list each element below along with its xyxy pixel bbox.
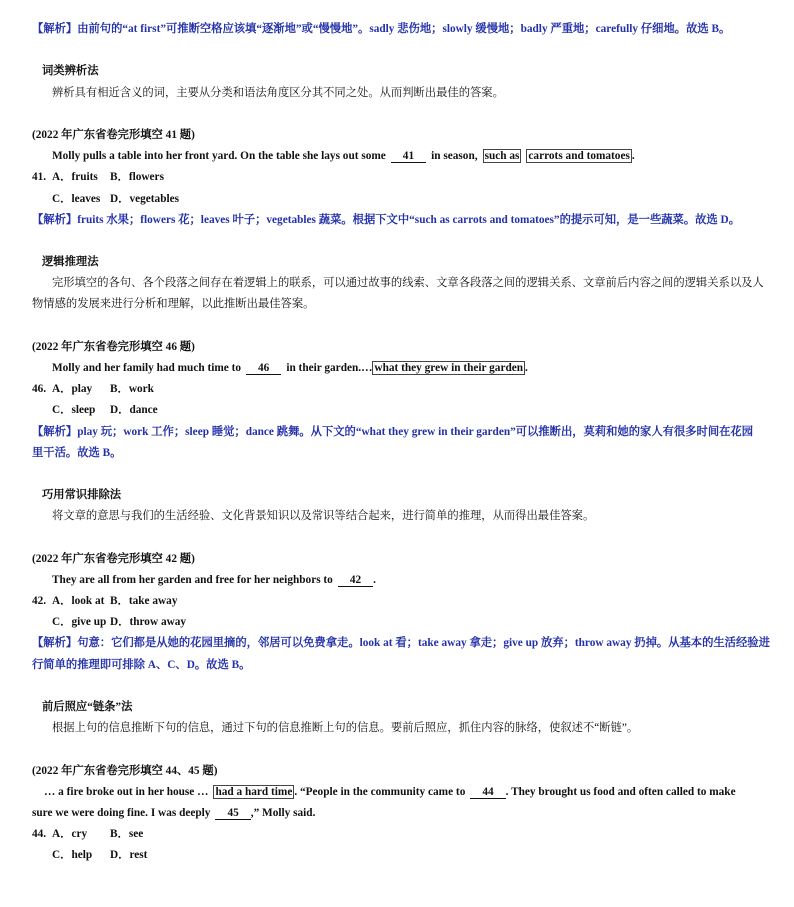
option-a: A．play	[52, 383, 93, 396]
passage-end: .	[631, 150, 635, 163]
passage-text: Molly pulls a table into her front yard. On the table she lays out some	[52, 150, 386, 163]
passage-text: They are all from her garden and free for her neighbors to	[52, 573, 333, 586]
boxed-clue: had a hard time	[215, 785, 293, 798]
option-b: B．take away	[110, 595, 178, 608]
analysis-text: 里干活。故选 B。	[32, 446, 122, 459]
blank-42: 42	[338, 574, 373, 587]
passage-excerpt	[0, 358, 794, 379]
option-c: C．help	[52, 849, 93, 862]
spacer	[0, 231, 794, 252]
option-d: D．rest	[110, 849, 148, 862]
question-source: (2022 年广东省卷完形填空 42 题)	[32, 552, 195, 565]
method-title: 前后照应“链条”法	[42, 701, 133, 713]
passage-excerpt	[0, 803, 794, 824]
options-row	[0, 824, 794, 845]
intro-analysis: 【解析】由前句的“at first”可推断空格应该填“逐渐地”或“慢慢地”。sadly 悲伤地；slowly 缓慢地；badly 严重地；carefully 仔细地。故选 B。	[32, 23, 731, 35]
option-b: B．flowers	[110, 171, 164, 184]
method-description: 根据上句的信息推断下句的信息，通过下句的信息推断上句的信息。要前后照应，抓住内容的脉络，使叙述不“断链”。	[52, 722, 639, 735]
question-number: 41.	[32, 171, 47, 184]
option-b: B．work	[110, 383, 154, 396]
options-row	[0, 189, 794, 210]
boxed-clue: carrots and tomatoes	[528, 150, 630, 163]
question-source: (2022 年广东省卷完形填空 41 题)	[32, 128, 195, 141]
option-d: D．dance	[110, 404, 158, 417]
option-b: B．see	[110, 828, 144, 841]
passage-end: .	[373, 573, 376, 586]
passage-end: .	[525, 362, 528, 374]
option-a: A．fruits	[52, 171, 98, 184]
passage-text: . They brought us food and often called to make	[505, 785, 736, 798]
question-number: 42.	[32, 595, 47, 608]
method-description: 辨析具有相近含义的词，主要从分类和语法角度区分其不同之处。从而判断出最佳的答案。	[52, 86, 504, 99]
option-c: C．give up	[52, 616, 107, 629]
spacer	[0, 40, 794, 61]
spacer	[0, 464, 794, 485]
spacer	[0, 528, 794, 549]
passage-excerpt	[0, 570, 794, 591]
options-row	[0, 379, 794, 400]
spacer	[0, 739, 794, 760]
passage-excerpt	[0, 146, 794, 167]
passage-end: ,” Molly said.	[250, 806, 316, 819]
passage-text: in season,	[431, 150, 478, 163]
analysis-text: 【解析】fruits 水果；flowers 花；leaves 叶子；vegetables 蔬菜。根据下文中“such as carrots and tomatoes”的提示可知，是一些蔬菜。故选 D。	[32, 213, 741, 226]
option-a: A．look at	[52, 595, 105, 608]
boxed-clue: what they grew in their garden	[374, 362, 524, 374]
method-logic	[0, 252, 794, 464]
options-row	[0, 845, 794, 866]
spacer	[0, 676, 794, 697]
options-row	[0, 167, 794, 188]
analysis-text: 行简单的推理即可排除 A、C、D。故选 B。	[32, 658, 251, 671]
blank-45: 45	[215, 807, 250, 820]
method-title: 巧用常识排除法	[42, 489, 122, 502]
passage-text: . “People in the community came to	[294, 785, 466, 798]
options-row	[0, 612, 794, 633]
question-number: 44.	[32, 828, 47, 841]
spacer	[0, 316, 794, 337]
options-row	[0, 591, 794, 612]
passage-excerpt	[0, 782, 794, 803]
passage-text: in their garden.…	[286, 362, 373, 374]
analysis-text: 【解析】句意：它们都是从她的花园里摘的，邻居可以免费拿走。look at 看；take away 拿走；give up 放弃；throw away 扔掉。从基本的生活经验进	[32, 637, 770, 650]
question-source: (2022 年广东省卷完形填空 44、45 题)	[32, 764, 218, 777]
passage-text: … a fire broke out in her house …	[44, 785, 209, 798]
method-word-class	[0, 61, 794, 231]
method-description: 完形填空的各句、各个段落之间存在着逻辑上的联系，可以通过故事的线索、文章各段落之间的逻辑关系、文章前后内容之间的逻辑关系以及人	[52, 277, 764, 290]
method-title: 逻辑推理法	[42, 256, 99, 269]
blank-44: 44	[470, 786, 505, 799]
question-number: 46.	[32, 383, 47, 396]
options-row	[0, 400, 794, 421]
passage-text: sure we were doing fine. I was deeply	[32, 806, 211, 819]
question-source: (2022 年广东省卷完形填空 46 题)	[32, 340, 195, 353]
method-title: 词类辨析法	[42, 65, 99, 78]
blank-46: 46	[246, 362, 281, 375]
option-d: D．throw away	[110, 616, 187, 629]
method-description: 物情感的发展来进行分析和理解，以此推断出最佳答案。	[32, 298, 315, 311]
method-linking	[0, 697, 794, 867]
analysis-text: 【解析】play 玩；work 工作；sleep 睡觉；dance 跳舞。从下文的“what they grew in their garden”可以推断出，莫莉和她的家人有很多时间在花园	[32, 425, 754, 438]
passage-text: Molly and her family had much time to	[52, 362, 242, 374]
method-description: 将文章的意思与我们的生活经验、文化背景知识以及常识等结合起来，进行简单的推理，从而得出最佳答案。	[52, 510, 595, 523]
option-c: C．sleep	[52, 404, 96, 417]
option-d: D．vegetables	[110, 192, 180, 205]
method-common-sense	[0, 485, 794, 676]
boxed-clue: such as	[484, 150, 520, 163]
blank-41: 41	[391, 150, 426, 163]
spacer	[0, 104, 794, 125]
option-a: A．cry	[52, 828, 88, 841]
option-c: C．leaves	[52, 192, 101, 205]
